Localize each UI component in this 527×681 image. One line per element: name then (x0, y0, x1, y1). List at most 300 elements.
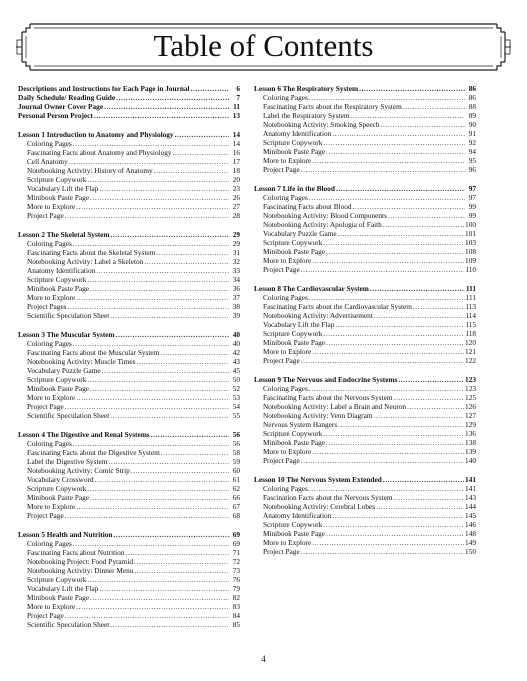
toc-entry-label: Fascinating Facts about the Nervous System (263, 392, 393, 402)
dot-leader (359, 84, 465, 93)
toc-entry-page: 111 (465, 283, 476, 293)
dot-leader (87, 275, 229, 284)
toc-entry-page: 14 (232, 138, 240, 148)
toc-entry (18, 193, 240, 202)
toc-entry (18, 548, 240, 557)
dot-leader (309, 93, 465, 102)
dot-leader (104, 102, 229, 111)
dot-leader (383, 475, 464, 484)
dot-leader (73, 239, 229, 248)
toc-entry-page: 40 (232, 329, 240, 339)
toc-entry (254, 420, 476, 429)
dot-leader (301, 456, 464, 465)
toc-entry-page: 29 (232, 229, 240, 239)
toc-entry-page: 127 (465, 411, 476, 421)
toc-entry-label: Minibook Paste Page (27, 283, 90, 293)
dot-leader (65, 211, 229, 220)
toc-entry-page: 111 (465, 292, 476, 302)
toc-entry (18, 157, 240, 166)
dot-leader (76, 502, 229, 511)
dot-leader (68, 302, 229, 311)
dot-leader (301, 265, 465, 274)
dot-leader (388, 211, 465, 220)
toc-entry-label: Project Page (263, 547, 300, 557)
toc-entry (254, 520, 476, 529)
section-spacer (18, 120, 240, 130)
toc-entry (254, 129, 476, 138)
toc-entry-label: Notebooking Activity: Label a Brain and Neuron (263, 402, 407, 411)
toc-entry (18, 257, 240, 266)
toc-section-entry (254, 375, 476, 384)
toc-entry-page: 150 (465, 547, 476, 557)
dot-leader (110, 311, 229, 320)
toc-entry-label: Notebooking Activity: Advertisement (263, 311, 373, 321)
toc-entry-label: Lesson 5 Health and Nutrition (18, 529, 113, 539)
toc-entry-label: Vocabulary Lift the Flap (27, 183, 99, 193)
toc-entry (254, 247, 476, 256)
dot-leader (102, 366, 229, 375)
dot-leader (326, 247, 464, 256)
toc-entry-label: Scientific Speculation Sheet (27, 311, 110, 321)
toc-entry-label: Minibook Paste Page (263, 438, 326, 448)
toc-entry-page: 39 (232, 311, 240, 321)
toc-entry-label: Fascinating Facts about the Digestive System (27, 447, 160, 457)
toc-entry-page: 40 (232, 338, 240, 348)
toc-entry-page: 17 (232, 156, 240, 166)
toc-entry-page: 144 (465, 501, 476, 511)
toc-entry (254, 102, 476, 111)
toc-entry (18, 175, 240, 184)
toc-entry (18, 539, 240, 548)
toc-entry-page: 94 (468, 147, 476, 157)
toc-entry-label: Descriptions and Instructions for Each Page in Journal (18, 84, 190, 93)
toc-entry-page: 97 (468, 193, 476, 203)
toc-entry-page: 71 (232, 547, 240, 557)
toc-entry-label: Fascinating Facts about the Respiratory System (263, 102, 402, 112)
dot-leader (309, 293, 465, 302)
toc-entry-label: Vocabulary Puzzle Game (27, 365, 101, 375)
toc-entry-page: 6 (236, 84, 240, 93)
toc-entry-page: 110 (465, 265, 476, 275)
toc-entry-page: 53 (232, 392, 240, 402)
dot-leader (312, 156, 465, 165)
toc-entry-label: Notebooking Activity: Cerebral Lobes (263, 501, 376, 511)
toc-entry-label: Lesson 2 The Skeletal System (18, 229, 110, 239)
toc-entry-page: 143 (465, 492, 476, 502)
toc-entry (254, 402, 476, 411)
toc-entry-label: Scripture Copywork (263, 520, 323, 530)
toc-entry-page: 148 (465, 529, 476, 539)
dot-leader (110, 620, 229, 629)
toc-entry-page: 99 (468, 202, 476, 212)
toc-entry-page: 136 (465, 429, 476, 439)
toc-entry-label: Lesson 8 The Cardiovascular System (254, 283, 369, 293)
section-spacer (254, 365, 476, 375)
toc-section-entry (18, 430, 240, 439)
toc-entry-page: 79 (232, 583, 240, 593)
dot-leader (381, 120, 465, 129)
toc-entry-label: Coloring Pages (263, 483, 308, 493)
toc-entry-page: 37 (232, 292, 240, 302)
toc-entry-label: Scripture Copywork (27, 374, 87, 384)
toc-entry-page: 26 (232, 193, 240, 203)
toc-entry-label: Lesson 10 The Nervous System Extended (254, 474, 382, 484)
toc-entry-label: Notebooking Activity: Apologia of Faith (263, 220, 382, 230)
dot-leader (312, 447, 464, 456)
dot-leader (125, 548, 229, 557)
dot-leader (175, 130, 229, 139)
toc-entry-page: 54 (232, 402, 240, 411)
dot-leader (134, 557, 229, 566)
toc-entry-page: 42 (232, 347, 240, 357)
toc-entry-page: 34 (232, 274, 240, 284)
toc-section-entry (18, 93, 240, 102)
toc-entry (18, 139, 240, 148)
toc-entry-label: Scripture Copywork (263, 329, 323, 339)
toc-entry-label: More to Explore (263, 447, 312, 457)
toc-entry (254, 493, 476, 502)
toc-entry (254, 220, 476, 229)
toc-entry-label: Scripture Copywork (263, 138, 323, 148)
dot-leader (87, 484, 229, 493)
toc-entry-page: 96 (468, 165, 476, 175)
toc-entry (18, 366, 240, 375)
toc-entry (18, 502, 240, 511)
dot-leader (73, 539, 229, 548)
dot-leader (407, 402, 464, 411)
toc-entry-label: Notebooking Activity: History of Anatomy (27, 165, 153, 175)
toc-entry-page: 68 (232, 511, 240, 521)
toc-entry-page: 89 (468, 111, 476, 121)
toc-entry-page: 59 (232, 456, 240, 466)
dot-leader (110, 411, 229, 420)
toc-entry-label: More to Explore (27, 202, 76, 212)
toc-entry-label: More to Explore (27, 601, 76, 611)
toc-entry-label: More to Explore (263, 256, 312, 266)
dot-leader (90, 384, 229, 393)
dot-leader (326, 438, 464, 447)
section-spacer (18, 220, 240, 230)
toc-entry (254, 138, 476, 147)
section-spacer (254, 465, 476, 475)
dot-leader (76, 393, 229, 402)
toc-entry-page: 38 (232, 302, 240, 312)
toc-entry-label: More to Explore (263, 538, 312, 548)
toc-entry (254, 484, 476, 493)
toc-entry (18, 448, 240, 457)
toc-entry-page: 83 (232, 601, 240, 611)
toc-entry-label: Fascinating Facts about the Skeletal System (27, 247, 156, 257)
dot-leader (73, 339, 229, 348)
dot-leader (394, 393, 465, 402)
toc-entry (254, 384, 476, 393)
dot-leader (323, 138, 465, 147)
toc-entry-page: 121 (465, 347, 476, 357)
toc-entry (254, 411, 476, 420)
toc-entry-page: 86 (468, 84, 476, 93)
dot-leader (374, 411, 465, 420)
toc-entry-label: Scripture Copywork (27, 274, 87, 284)
toc-section-entry (18, 530, 240, 539)
toc-entry (18, 384, 240, 393)
dot-leader (326, 147, 465, 156)
dot-leader (338, 229, 464, 238)
toc-entry-page: 139 (465, 447, 476, 457)
dot-leader (87, 575, 229, 584)
dot-leader (99, 584, 229, 593)
toc-entry-label: Coloring Pages (263, 193, 308, 203)
dot-leader (144, 257, 229, 266)
toc-entry-label: More to Explore (27, 292, 76, 302)
dot-leader (326, 529, 464, 538)
dot-leader (90, 593, 229, 602)
dot-leader (309, 384, 464, 393)
toc-entry (254, 538, 476, 547)
toc-entry (254, 111, 476, 120)
toc-entry (18, 166, 240, 175)
toc-entry (18, 248, 240, 257)
toc-entry (254, 120, 476, 129)
toc-entry-label: Project Page (27, 610, 64, 620)
toc-entry-page: 120 (465, 338, 476, 348)
toc-entry-label: Label the Respiratory System (263, 111, 350, 121)
dot-leader (73, 139, 229, 148)
dot-leader (323, 238, 464, 247)
toc-entry (18, 348, 240, 357)
toc-entry (18, 511, 240, 520)
dot-leader (309, 484, 464, 493)
toc-entry-page: 16 (232, 147, 240, 157)
toc-entry-page: 14 (232, 129, 240, 139)
toc-entry-label: Lesson 7 Life in the Blood (254, 183, 335, 193)
toc-entry-page: 101 (465, 229, 476, 239)
toc-entry (18, 575, 240, 584)
section-spacer (254, 274, 476, 284)
dot-leader (87, 375, 229, 384)
page-title: Table of Contents (153, 28, 374, 63)
toc-entry-page: 58 (232, 447, 240, 457)
toc-entry-page: 72 (232, 556, 240, 566)
toc-entry (18, 439, 240, 448)
toc-entry-page: 32 (232, 256, 240, 266)
toc-entry-page: 55 (232, 411, 240, 421)
toc-entry (18, 184, 240, 193)
toc-section-entry (18, 130, 240, 139)
toc-entry-page: 43 (232, 356, 240, 366)
dot-leader (151, 430, 229, 439)
toc-entry-label: Coloring Pages (263, 383, 308, 393)
toc-entry (254, 202, 476, 211)
toc-entry-page: 18 (232, 165, 240, 175)
toc-entry (18, 402, 240, 411)
toc-entry-label: Lesson 9 The Nervous and Endocrine Systems (254, 374, 398, 384)
toc-entry-page: 33 (232, 265, 240, 275)
toc-section-entry (18, 111, 240, 120)
toc-section-entry (18, 230, 240, 239)
toc-entry (254, 502, 476, 511)
toc-entry (18, 484, 240, 493)
dot-leader (108, 457, 229, 466)
toc-entry-label: Lesson 4 The Digestive and Renal Systems (18, 429, 150, 439)
toc-right-column (254, 84, 476, 556)
section-spacer (18, 320, 240, 330)
toc-entry (18, 466, 240, 475)
toc-entry (254, 429, 476, 438)
toc-entry-label: Coloring Pages (27, 338, 72, 348)
toc-entry (18, 602, 240, 611)
toc-entry-label: Project Page (263, 265, 300, 275)
toc-entry-label: Notebooking Activity: Comic Strip (27, 465, 130, 475)
toc-entry-page: 62 (232, 483, 240, 493)
dot-leader (173, 148, 229, 157)
toc-entry-label: Coloring Pages (263, 292, 308, 302)
toc-entry-label: Notebooking Activity: Label a Skeleton (27, 256, 144, 266)
toc-entry (254, 293, 476, 302)
toc-entry-page: 50 (232, 374, 240, 384)
toc-entry (18, 266, 240, 275)
dot-leader (95, 475, 229, 484)
toc-entry-page: 122 (465, 356, 476, 366)
toc-entry-label: Project Page (263, 456, 300, 466)
dot-leader (312, 347, 464, 356)
toc-entry-label: More to Explore (27, 392, 76, 402)
toc-entry-label: Vocabulary Crossword (27, 474, 94, 484)
toc-entry-page: 73 (232, 565, 240, 575)
dot-leader (323, 429, 464, 438)
dot-leader (90, 284, 229, 293)
toc-entry-page: 23 (232, 183, 240, 193)
dot-leader (335, 320, 464, 329)
toc-entry-label: Notebooking Project: Food Pyramid (27, 556, 134, 566)
toc-entry-label: Minibook Paste Page (27, 383, 90, 393)
toc-entry-page: 118 (465, 329, 476, 339)
toc-entry-label: Coloring Pages (27, 538, 72, 548)
toc-section-entry (254, 84, 476, 93)
toc-entry (254, 320, 476, 329)
toc-entry-label: More to Explore (27, 501, 76, 511)
toc-entry-page: 45 (232, 365, 240, 375)
toc-entry-label: Scripture Copywork (263, 429, 323, 439)
toc-entry (254, 165, 476, 174)
toc-entry-page: 100 (465, 220, 476, 230)
toc-entry-label: Project Page (27, 211, 64, 221)
toc-entry (254, 147, 476, 156)
dot-leader (323, 329, 464, 338)
toc-entry-label: Fascinating Facts about Blood (263, 202, 352, 212)
dot-leader (353, 202, 465, 211)
toc-entry (254, 256, 476, 265)
toc-entry-label: Minibook Paste Page (263, 529, 326, 539)
toc-entry-page: 31 (232, 247, 240, 257)
toc-section-entry (18, 84, 240, 93)
toc-entry-label: Scripture Copywork (263, 238, 323, 248)
toc-entry-label: Minibook Paste Page (27, 193, 90, 203)
dot-leader (301, 356, 464, 365)
dot-leader (326, 338, 464, 347)
toc-entry (254, 93, 476, 102)
toc-section-entry (18, 330, 240, 339)
toc-entry-label: Anatomy Identification (27, 265, 96, 275)
toc-entry-label: Lesson 3 The Muscular System (18, 329, 115, 339)
toc-entry (18, 584, 240, 593)
toc-entry-label: Project Page (263, 356, 300, 366)
toc-entry (18, 293, 240, 302)
toc-entry-page: 115 (465, 320, 476, 330)
toc-entry-page: 28 (232, 211, 240, 221)
toc-entry-page: 146 (465, 520, 476, 530)
dot-leader (65, 611, 229, 620)
dot-leader (398, 375, 464, 384)
dot-leader (65, 402, 229, 411)
toc-entry-page: 141 (465, 483, 476, 493)
toc-entry-page: 140 (465, 456, 476, 466)
toc-entry-page: 123 (465, 383, 476, 393)
toc-entry-page: 20 (232, 174, 240, 184)
toc-entry-page: 108 (465, 247, 476, 257)
toc-entry-page: 69 (232, 529, 240, 539)
toc-entry-page: 141 (465, 474, 476, 484)
dot-leader (87, 175, 229, 184)
toc-entry (254, 447, 476, 456)
toc-entry-label: Lesson 6 The Respiratory System (254, 84, 359, 93)
dot-leader (323, 520, 464, 529)
toc-entry-label: Notebooking Activity: Venn Diagram (263, 411, 373, 421)
toc-entry-page: 92 (468, 138, 476, 148)
toc-entry-page: 86 (468, 93, 476, 103)
toc-entry (18, 148, 240, 157)
dot-leader (338, 420, 464, 429)
toc-entry (254, 456, 476, 465)
toc-entry (18, 239, 240, 248)
toc-entry (18, 620, 240, 629)
toc-entry (254, 211, 476, 220)
toc-entry-label: Scientific Speculation Sheet (27, 411, 110, 421)
toc-entry-page: 84 (232, 610, 240, 620)
toc-entry (18, 411, 240, 420)
toc-entry-label: Minibook Paste Page (263, 147, 326, 157)
toc-entry (254, 329, 476, 338)
toc-entry (254, 193, 476, 202)
toc-entry-label: Notebooking Activity: Dinner Menu (27, 565, 134, 575)
dot-leader (156, 248, 229, 257)
toc-entry-label: Scripture Copywork (27, 174, 87, 184)
toc-entry-page: 56 (232, 429, 240, 439)
toc-entry (254, 238, 476, 247)
toc-entry-page: 13 (232, 111, 240, 121)
toc-entry (254, 529, 476, 538)
toc-entry-page: 99 (468, 211, 476, 221)
toc-section-entry (254, 184, 476, 193)
dot-leader (90, 493, 229, 502)
dot-leader (76, 293, 229, 302)
dot-leader (69, 157, 229, 166)
dot-leader (312, 538, 464, 547)
toc-entry (254, 347, 476, 356)
toc-entry-label: Minibook Paste Page (27, 492, 90, 502)
toc-section-entry (18, 102, 240, 111)
toc-entry-label: Notebooking Activity: Blood Components (263, 211, 387, 221)
toc-entry-label: Minibook Paste Page (27, 592, 90, 602)
toc-entry-label: Personal Person Project (18, 111, 93, 121)
dot-leader (351, 111, 465, 120)
toc-entry-page: 67 (232, 501, 240, 511)
toc-entry (18, 311, 240, 320)
toc-entry-page: 123 (465, 374, 476, 384)
toc-section-entry (254, 475, 476, 484)
toc-entry-page: 85 (232, 620, 240, 630)
toc-entry (254, 438, 476, 447)
toc-entry-label: Project Page (27, 402, 64, 411)
